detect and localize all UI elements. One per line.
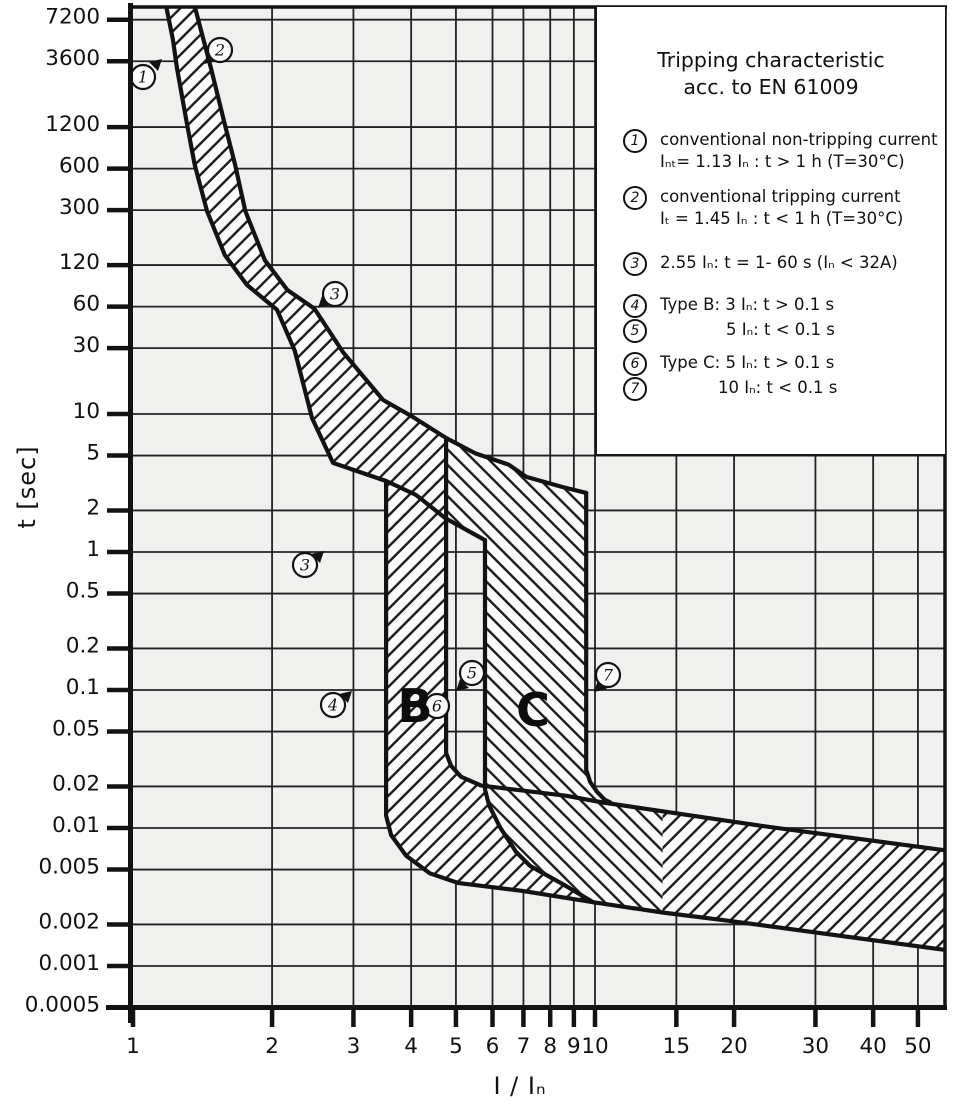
legend-item-1 — [623, 129, 938, 172]
legend-circle-6: 6 — [623, 352, 647, 376]
x-tick-label-4: 4 — [404, 1034, 418, 1059]
x-tick-label-5: 5 — [449, 1034, 463, 1059]
marker-number-3-3: 3 — [299, 555, 311, 575]
legend-item-3 — [623, 252, 898, 276]
marker-number-4-4: 4 — [327, 695, 339, 715]
y-tick-label-120: 120 — [58, 250, 100, 276]
legend-item-1-line1: conventional non-tripping current — [660, 130, 938, 149]
x-tick-label-15: 15 — [662, 1034, 691, 1059]
x-tick-label-3: 3 — [346, 1034, 361, 1059]
x-tick-label-9: 9 — [567, 1034, 581, 1059]
y-tick-label-2: 2 — [86, 495, 100, 521]
y-tick-label-7200: 7200 — [45, 4, 100, 30]
y-tick-label-300: 300 — [58, 195, 100, 221]
y-tick-label-30: 30 — [72, 333, 100, 359]
legend-item-2-line1: conventional tripping current — [660, 187, 901, 206]
y-tick-label-3600: 3600 — [45, 46, 100, 72]
y-tick-label-0.2: 0.2 — [65, 633, 100, 659]
y-tick-label-1: 1 — [86, 537, 100, 562]
y-axis-title: t [sec] — [13, 445, 41, 529]
y-tick-label-0.5: 0.5 — [65, 578, 100, 604]
legend-title — [597, 7, 945, 101]
legend-circle-2: 2 — [623, 186, 647, 210]
y-tick-label-0.002: 0.002 — [38, 909, 100, 935]
x-tick-label-7: 7 — [516, 1034, 531, 1059]
band-letter-C: C — [516, 683, 550, 737]
legend-circle-1: 1 — [623, 129, 647, 153]
legend-item-1-line2: Iₙₜ= 1.13 Iₙ : t > 1 h (T=30°C) — [660, 151, 905, 171]
marker-number-2-1: 2 — [214, 40, 226, 60]
marker-number-7-7: 7 — [602, 665, 614, 685]
legend-item-2-line2: Iₜ = 1.45 Iₙ : t < 1 h (T=30°C) — [660, 208, 904, 228]
y-tick-label-1200: 1200 — [45, 112, 100, 138]
legend-item-6 — [623, 352, 834, 376]
y-tick-label-10: 10 — [72, 399, 100, 424]
marker-number-1-0: 1 — [137, 67, 149, 87]
legend-item-5 — [623, 319, 835, 343]
x-tick-label-20: 20 — [720, 1034, 748, 1059]
y-tick-label-0.005: 0.005 — [38, 854, 100, 880]
legend-item-7-line1: 10 Iₙ: t < 0.1 s — [718, 378, 838, 397]
legend-title-line2: acc. to EN 61009 — [683, 75, 859, 99]
x-tick-label-8: 8 — [543, 1034, 558, 1059]
legend-item-4-line1: Type B: 3 Iₙ: t > 0.1 s — [660, 295, 835, 314]
marker-number-5-5: 5 — [466, 663, 478, 683]
y-tick-label-0.02: 0.02 — [52, 771, 100, 797]
legend-title-line1: Tripping characteristic — [657, 48, 885, 72]
y-tick-label-60: 60 — [72, 291, 100, 317]
legend-item-6-line1: Type C: 5 Iₙ: t > 0.1 s — [660, 353, 835, 372]
y-tick-label-0.01: 0.01 — [52, 813, 100, 838]
marker-number-3-2: 3 — [329, 284, 341, 304]
legend-item-4 — [623, 294, 834, 318]
y-tick-label-0.001: 0.001 — [38, 951, 100, 976]
x-tick-label-1: 1 — [126, 1034, 140, 1059]
y-tick-label-600: 600 — [58, 153, 100, 179]
y-tick-label-0.1: 0.1 — [65, 675, 100, 700]
legend-item-2 — [623, 186, 903, 229]
legend-item-7 — [623, 377, 837, 401]
legend-box — [595, 7, 945, 456]
y-tick-label-5: 5 — [86, 440, 100, 466]
x-tick-label-10: 10 — [581, 1034, 609, 1059]
legend-circle-4: 4 — [623, 294, 647, 318]
x-tick-label-30: 30 — [801, 1034, 830, 1059]
legend-circle-3: 3 — [623, 252, 647, 276]
legend-circle-7: 7 — [623, 377, 647, 401]
legend-circle-5: 5 — [623, 319, 647, 343]
x-tick-label-50: 50 — [904, 1034, 932, 1059]
x-tick-label-2: 2 — [265, 1034, 279, 1059]
legend-item-3-line1: 2.55 Iₙ: t = 1- 60 s (Iₙ < 32A) — [660, 253, 898, 272]
x-axis-title: I / Iₙ — [493, 1072, 547, 1100]
x-tick-label-6: 6 — [485, 1034, 500, 1059]
y-tick-label-0.05: 0.05 — [52, 716, 100, 742]
legend-item-5-line1: 5 Iₙ: t < 0.1 s — [726, 320, 835, 339]
x-tick-label-40: 40 — [859, 1034, 887, 1059]
band-letter-B: B — [397, 679, 433, 733]
y-tick-label-0.0005: 0.0005 — [24, 992, 100, 1018]
marker-number-6-6: 6 — [431, 696, 443, 716]
